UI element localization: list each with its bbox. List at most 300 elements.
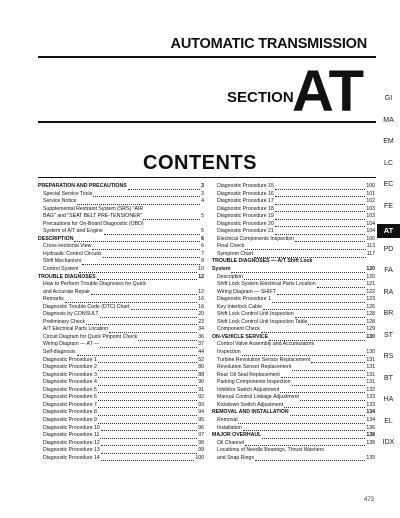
toc-entry[interactable] xyxy=(38,228,204,236)
toc-leader-dots xyxy=(275,228,366,235)
toc-leader-dots xyxy=(131,304,198,311)
toc-leader-dots xyxy=(98,357,197,364)
toc-entry-page: 123 xyxy=(366,296,375,303)
toc-leader-dots xyxy=(245,440,365,447)
toc-leader-dots xyxy=(292,379,366,386)
toc-leader-dots xyxy=(138,334,197,341)
toc-entry[interactable] xyxy=(38,258,204,266)
toc-entry-page: 113 xyxy=(366,243,375,250)
toc-entry-title: Diagnostic Procedure 21 xyxy=(217,228,274,235)
contents-rule xyxy=(38,177,376,178)
toc-leader-dots xyxy=(275,198,366,205)
toc-entry-page: 129 xyxy=(366,326,375,333)
toc-leader-dots xyxy=(290,409,366,416)
toc-entry-title: Circuit Diagram for Quick Pinpoint Check xyxy=(43,333,138,340)
toc-entry[interactable] xyxy=(212,409,375,417)
toc-entry[interactable] xyxy=(38,206,204,214)
toc-entry[interactable] xyxy=(38,387,204,395)
toc-entry-page: 131 xyxy=(366,379,375,386)
toc-entry[interactable] xyxy=(212,213,375,221)
section-tab-pd[interactable]: PD xyxy=(383,245,394,253)
toc-entry-title: Inspection xyxy=(217,349,241,356)
toc-leader-dots xyxy=(280,387,365,394)
toc-entry-title: TROUBLE DIAGNOSES — A/T Shift Lock xyxy=(212,258,313,265)
toc-entry-title: Oil Channel xyxy=(217,439,245,446)
toc-entry[interactable] xyxy=(212,425,375,433)
toc-entry[interactable] xyxy=(212,440,375,448)
toc-leader-dots xyxy=(109,326,197,333)
toc-leader-dots xyxy=(98,394,197,401)
toc-entry-title: Diagnostic Procedure 18 xyxy=(217,205,274,212)
section-tab-ec[interactable]: EC xyxy=(383,181,394,188)
toc-entry-title: Diagnostic Procedure 16 xyxy=(217,190,274,197)
toc-entry[interactable] xyxy=(38,289,204,297)
toc-entry-page: 120 xyxy=(366,273,375,280)
toc-entry[interactable] xyxy=(212,334,375,342)
toc-leader-dots xyxy=(275,183,366,190)
toc-entry-page: 3 xyxy=(201,190,204,197)
toc-entry-page: 130 xyxy=(366,349,375,356)
toc-leader-dots xyxy=(308,319,365,326)
toc-leader-dots xyxy=(272,296,365,303)
toc-entry-page: 120 xyxy=(366,266,375,273)
toc-entry-title: Shift Mechanism xyxy=(43,258,82,265)
toc-entry-title: Diagnostic Procedure 7 xyxy=(43,401,97,408)
toc-entry[interactable] xyxy=(212,394,375,402)
toc-entry-page: 6 xyxy=(201,235,204,242)
toc-entry-page: 16 xyxy=(198,303,204,310)
toc-entry-page: 94 xyxy=(198,409,204,416)
toc-entry[interactable] xyxy=(38,251,204,259)
toc-entry-page: 34 xyxy=(198,326,204,333)
section-tab-ha[interactable]: HA xyxy=(383,396,394,403)
toc-entry-page: 128 xyxy=(366,318,375,325)
toc-entry-page: 5 xyxy=(201,228,204,235)
toc-entry-page: 117 xyxy=(366,250,375,257)
toc-entry-title: Diagnostic Trouble Code (DTC) Chart xyxy=(43,303,130,310)
toc-entry-page: 103 xyxy=(366,205,375,212)
toc-entry-page: 52 xyxy=(198,356,204,363)
toc-leader-dots xyxy=(231,266,365,273)
toc-entry-page: 139 xyxy=(366,454,375,461)
toc-entry[interactable] xyxy=(38,281,204,289)
toc-entry-title: Special Service Tools xyxy=(43,190,93,197)
toc-left-column xyxy=(38,183,204,462)
toc-entry[interactable] xyxy=(212,191,375,199)
toc-entry-title: Diagnostic Procedure 2 xyxy=(43,364,97,371)
toc-entry[interactable] xyxy=(38,326,204,334)
toc-leader-dots xyxy=(98,372,197,379)
toc-entry-page: 133 xyxy=(366,394,375,401)
toc-entry-page: 7 xyxy=(201,250,204,257)
toc-entry[interactable] xyxy=(38,334,204,342)
toc-entry-page: 8 xyxy=(201,258,204,265)
toc-leader-dots xyxy=(86,319,197,326)
toc-entry-page: 101 xyxy=(366,190,375,197)
toc-entry-title: Installation xyxy=(217,424,242,431)
toc-entry-page: 12 xyxy=(198,288,204,295)
toc-entry-title: Symptom Chart xyxy=(217,250,254,257)
toc-entry-title: Diagnosis by CONSULT xyxy=(43,311,99,318)
toc-entry-page: 132 xyxy=(366,386,375,393)
toc-entry-title: Kickdown Switch Adjustment xyxy=(217,401,284,408)
toc-leader-dots xyxy=(98,402,197,409)
toc-entry-title: Wiring Diagram — AT — xyxy=(43,341,100,348)
toc-leader-dots xyxy=(242,349,366,356)
toc-entry[interactable] xyxy=(212,349,375,357)
toc-entry[interactable] xyxy=(212,251,375,259)
toc-entry-title: Diagnostic Procedure 1 xyxy=(217,296,271,303)
toc-leader-dots xyxy=(295,311,366,318)
toc-entry-page: 102 xyxy=(366,198,375,205)
toc-entry-page: 134 xyxy=(366,409,375,416)
toc-entry-page: 138 xyxy=(366,432,375,439)
toc-entry-title: Self-diagnosis xyxy=(43,349,76,356)
toc-entry-title: Supplemental Restraint System (SRS) "AIR xyxy=(43,205,144,212)
toc-entry-title: Preliminary Check xyxy=(43,318,86,325)
toc-entry[interactable] xyxy=(38,372,204,380)
toc-leader-dots xyxy=(292,364,365,371)
toc-leader-dots xyxy=(98,379,197,386)
toc-entry[interactable] xyxy=(212,206,375,214)
toc-entry-title: Precautions for On-Board Diagnostic (OBD) xyxy=(43,220,144,227)
toc-entry-title: Diagnostic Procedure 15 xyxy=(217,183,274,189)
toc-entry-page: 88 xyxy=(198,371,204,378)
toc-entry-title: ON-VEHICLE SERVICE xyxy=(212,333,269,340)
toc-leader-dots xyxy=(98,387,197,394)
toc-entry-page: 126 xyxy=(366,303,375,310)
section-tab-br[interactable]: BR xyxy=(383,310,394,317)
toc-entry-title: Control System xyxy=(43,266,79,273)
toc-leader-dots xyxy=(300,394,365,401)
section-label: SECTION xyxy=(227,89,294,106)
toc-entry-page: 3 xyxy=(201,183,204,189)
toc-entry[interactable] xyxy=(38,213,204,221)
toc-entry-page: 131 xyxy=(366,371,375,378)
toc-entry-title: MAJOR OVERHAUL xyxy=(212,432,262,439)
toc-entry-title: and Accurate Repair xyxy=(43,288,91,295)
toc-entry-title: Cross-sectional View xyxy=(43,243,92,250)
toc-entry-title: DESCRIPTION xyxy=(38,235,74,242)
toc-entry-page: 95 xyxy=(198,416,204,423)
toc-leader-dots xyxy=(275,221,366,228)
toc-entry[interactable] xyxy=(212,236,375,244)
toc-entry-title: Revolution Sensor Replacement xyxy=(217,364,292,371)
toc-leader-dots xyxy=(92,243,200,250)
toc-entry-title: Diagnostic Procedure 8 xyxy=(43,409,97,416)
toc-entry-page: 138 xyxy=(366,439,375,446)
toc-leader-dots xyxy=(101,447,197,454)
toc-entry-title: TROUBLE DIAGNOSES xyxy=(38,273,96,280)
toc-entry-title: Shift Lock System Electrical Parts Location xyxy=(217,281,316,288)
toc-entry[interactable] xyxy=(212,311,375,319)
toc-entry[interactable] xyxy=(212,289,375,297)
toc-leader-dots xyxy=(245,243,365,250)
toc-entry[interactable] xyxy=(38,341,204,349)
toc-leader-dots xyxy=(311,357,365,364)
toc-leader-dots xyxy=(101,425,197,432)
toc-entry-title: Diagnostic Procedure 4 xyxy=(43,379,97,386)
toc-entry-page: 104 xyxy=(366,228,375,235)
toc-leader-dots xyxy=(91,289,197,296)
toc-entry[interactable] xyxy=(38,236,204,244)
toc-entry-title: Electrical Components Inspection xyxy=(217,235,294,242)
toc-entry[interactable] xyxy=(38,440,204,448)
toc-entry-title: A/T Electrical Parts Location xyxy=(43,326,109,333)
toc-entry[interactable] xyxy=(212,228,375,236)
toc-entry-page: 20 xyxy=(198,311,204,318)
toc-entry-title: Diagnostic Procedure 14 xyxy=(43,454,100,461)
toc-entry-page: 5 xyxy=(201,213,204,220)
toc-entry[interactable] xyxy=(38,447,204,455)
toc-entry[interactable] xyxy=(38,266,204,274)
section-tab-lc[interactable]: LC xyxy=(384,159,393,167)
toc-entry-title: REMOVAL AND INSTALLATION xyxy=(212,409,289,416)
toc-leader-dots xyxy=(98,409,197,416)
toc-entry[interactable] xyxy=(212,258,375,266)
toc-leader-dots xyxy=(261,326,365,333)
toc-entry[interactable] xyxy=(212,417,375,425)
toc-leader-dots xyxy=(275,191,366,198)
toc-entry-title: Diagnostic Procedure 6 xyxy=(43,394,97,401)
toc-leader-dots xyxy=(77,198,200,205)
toc-entry-title: Remarks xyxy=(43,296,64,303)
toc-entry-title: Key Interlock Cable xyxy=(217,303,262,310)
toc-entry[interactable] xyxy=(38,417,204,425)
toc-entry-page: 121 xyxy=(366,281,375,288)
title-rule xyxy=(38,56,376,58)
toc-entry[interactable] xyxy=(212,326,375,334)
toc-leader-dots xyxy=(275,213,366,220)
toc-entry[interactable] xyxy=(212,357,375,365)
toc-entry-title: Diagnostic Procedure 13 xyxy=(43,447,100,454)
toc-entry-page: 92 xyxy=(198,394,204,401)
toc-entry-title: Shift Lock Control Unit Inspection Table xyxy=(217,318,308,325)
toc-leader-dots xyxy=(77,349,198,356)
toc-entry[interactable] xyxy=(38,191,204,199)
toc-leader-dots xyxy=(79,266,197,273)
toc-entry-title: Description xyxy=(217,273,243,280)
toc-entry[interactable] xyxy=(212,387,375,395)
toc-leader-dots xyxy=(100,432,197,439)
section-tab-st[interactable]: ST xyxy=(384,331,393,339)
toc-leader-dots xyxy=(262,432,365,439)
toc-leader-dots xyxy=(317,281,366,288)
toc-entry-title: Diagnostic Procedure 5 xyxy=(43,386,97,393)
toc-entry[interactable] xyxy=(38,409,204,417)
section-tab-at[interactable]: AT xyxy=(377,224,400,238)
toc-entry[interactable] xyxy=(212,455,375,463)
toc-entry-title: Diagnostic Procedure 10 xyxy=(43,424,100,431)
toc-entry-page: 93 xyxy=(198,401,204,408)
toc-leader-dots xyxy=(254,251,366,258)
toc-entry[interactable] xyxy=(212,296,375,304)
toc-entry[interactable] xyxy=(212,221,375,229)
section-tab-fe[interactable]: FE xyxy=(384,202,393,210)
section-tab-rs[interactable]: RS xyxy=(383,353,394,360)
toc-leader-dots xyxy=(255,455,365,462)
toc-entry-title: Locations of Needle Bearings, Thrust Washers xyxy=(217,447,324,454)
section-tab-idx[interactable]: IDX xyxy=(382,439,395,446)
toc-entry[interactable] xyxy=(212,432,375,440)
toc-entry-page: 6 xyxy=(201,243,204,250)
toc-entry-page: 98 xyxy=(198,439,204,446)
toc-leader-dots xyxy=(100,311,198,318)
toc-entry-title: Inhibitor Switch Adjustment xyxy=(217,386,280,393)
toc-entry[interactable] xyxy=(212,281,375,289)
toc-entry[interactable] xyxy=(212,402,375,410)
toc-entry-page: 106 xyxy=(366,235,375,242)
toc-entry-title: Final Check xyxy=(217,243,245,250)
section-tab-bt[interactable]: BT xyxy=(384,374,393,382)
toc-leader-dots xyxy=(284,402,365,409)
toc-entry-title: Service Notice xyxy=(43,198,77,205)
toc-entry[interactable] xyxy=(38,183,204,191)
toc-entry[interactable] xyxy=(38,221,204,229)
toc-entry[interactable] xyxy=(212,364,375,372)
toc-entry-title: PREPARATION AND PRECAUTIONS xyxy=(38,183,127,189)
toc-entry[interactable] xyxy=(212,319,375,327)
toc-leader-dots xyxy=(65,296,197,303)
toc-entry[interactable] xyxy=(38,379,204,387)
toc-entry-page: 91 xyxy=(198,386,204,393)
toc-entry-page: 80 xyxy=(198,364,204,371)
toc-entry[interactable] xyxy=(212,274,375,282)
toc-entry-title: How to Perform Trouble Diagnoses for Quick xyxy=(43,281,146,288)
toc-entry-title: Diagnostic Procedure 3 xyxy=(43,371,97,378)
toc-entry-page: 97 xyxy=(198,432,204,439)
toc-entry-page: 90 xyxy=(198,379,204,386)
toc-entry-page: 122 xyxy=(366,288,375,295)
toc-entry[interactable] xyxy=(212,341,375,349)
toc-entry-title: Shift Lock Control Unit Inspection xyxy=(217,311,294,318)
section-tab-gi[interactable]: GI xyxy=(384,95,393,102)
toc-entry-title: Manual Control Linkage Adjustment xyxy=(217,394,299,401)
toc-entry[interactable] xyxy=(212,266,375,274)
toc-entry[interactable] xyxy=(38,364,204,372)
toc-entry[interactable] xyxy=(212,447,375,455)
section-tab-ma[interactable]: MA xyxy=(383,116,394,124)
toc-leader-dots xyxy=(238,417,365,424)
toc-entry-title: Removal xyxy=(217,416,238,423)
toc-entry-title: Diagnostic Procedure 9 xyxy=(43,416,97,423)
toc-leader-dots xyxy=(263,304,365,311)
toc-right-column xyxy=(212,183,375,462)
toc-entry[interactable] xyxy=(38,304,204,312)
toc-entry-title: Rear Oil Seal Replacement xyxy=(217,371,280,378)
toc-entry[interactable] xyxy=(38,296,204,304)
toc-leader-dots xyxy=(295,236,365,243)
toc-entry-title: Control Valve Assembly and Accumulators xyxy=(217,341,315,348)
toc-entry-title: and Snap Rings xyxy=(217,454,254,461)
toc-leader-dots xyxy=(275,206,366,213)
toc-entry[interactable] xyxy=(212,379,375,387)
toc-entry-page: 36 xyxy=(198,333,204,340)
toc-entry[interactable] xyxy=(212,372,375,380)
toc-entry-title: Diagnostic Procedure 20 xyxy=(217,220,274,227)
toc-entry-page: 37 xyxy=(198,341,204,348)
toc-entry[interactable] xyxy=(38,319,204,327)
toc-entry-title: Turbine Revolution Sensor Replacement xyxy=(217,356,311,363)
toc-entry-page: 128 xyxy=(366,311,375,318)
toc-entry-page: 16 xyxy=(198,296,204,303)
toc-leader-dots xyxy=(104,228,200,235)
toc-entry-title: Diagnostic Procedure 17 xyxy=(217,198,274,205)
toc-entry-title: Hydraulic Control Circuits xyxy=(43,250,102,257)
toc-entry[interactable] xyxy=(38,357,204,365)
toc-leader-dots xyxy=(100,341,197,348)
toc-entry-page: 100 xyxy=(195,454,204,461)
toc-entry[interactable] xyxy=(38,455,204,463)
toc-leader-dots xyxy=(101,440,197,447)
toc-entry[interactable] xyxy=(38,432,204,440)
toc-leader-dots xyxy=(74,236,200,243)
toc-entry[interactable] xyxy=(38,311,204,319)
toc-entry-title: Diagnostic Procedure 19 xyxy=(217,213,274,220)
toc-leader-dots xyxy=(82,258,200,265)
toc-leader-dots xyxy=(93,191,200,198)
toc-entry-page: 104 xyxy=(366,220,375,227)
toc-entry-page: 99 xyxy=(198,447,204,454)
toc-entry[interactable] xyxy=(38,394,204,402)
toc-leader-dots xyxy=(101,455,195,462)
toc-entry-title: System of A/T and Engine xyxy=(43,228,103,235)
toc-entry[interactable] xyxy=(212,304,375,312)
toc-entry-page: 134 xyxy=(366,416,375,423)
section-tab-em[interactable]: EM xyxy=(383,138,394,145)
toc-entry[interactable] xyxy=(212,198,375,206)
section-tab-ra[interactable]: RA xyxy=(383,288,394,296)
toc-entry-title: Wiring Diagram — SHIFT xyxy=(217,288,276,295)
toc-leader-dots xyxy=(244,274,365,281)
toc-entry-title: Diagnostic Procedure 11 xyxy=(43,432,100,439)
toc-entry-page: 131 xyxy=(366,356,375,363)
toc-entry[interactable] xyxy=(38,243,204,251)
toc-entry[interactable] xyxy=(212,183,375,191)
section-tab-el[interactable]: EL xyxy=(384,417,393,425)
toc-entry-page: 96 xyxy=(198,424,204,431)
page-title: AUTOMATIC TRANSMISSION xyxy=(170,36,367,52)
toc-entry-page: 44 xyxy=(198,349,204,356)
toc-leader-dots xyxy=(128,183,200,190)
toc-entry[interactable] xyxy=(38,402,204,410)
toc-entry-title: Diagnostic Procedure 1 xyxy=(43,356,97,363)
toc-entry-title: BAG" and "SEAT BELT PRE-TENSIONER" xyxy=(43,213,143,220)
toc-entry[interactable] xyxy=(38,425,204,433)
toc-entry-page: 12 xyxy=(198,273,204,280)
section-tab-fa[interactable]: FA xyxy=(384,267,393,274)
toc-entry-page: 103 xyxy=(366,213,375,220)
section-code: AT xyxy=(292,59,364,124)
toc-entry-page: 130 xyxy=(366,333,375,340)
toc-entry-page: 10 xyxy=(198,266,204,273)
toc-entry[interactable] xyxy=(38,274,204,282)
contents-heading: CONTENTS xyxy=(143,152,257,174)
toc-leader-dots xyxy=(97,274,198,281)
toc-leader-dots xyxy=(269,334,365,341)
toc-entry[interactable] xyxy=(38,349,204,357)
toc-entry[interactable] xyxy=(38,198,204,206)
toc-entry-page: 131 xyxy=(366,364,375,371)
toc-entry-title: Diagnostic Procedure 12 xyxy=(43,439,100,446)
toc-entry-title: Component Check xyxy=(217,326,260,333)
toc-leader-dots xyxy=(98,417,197,424)
toc-leader-dots xyxy=(143,213,200,220)
toc-entry-page: 136 xyxy=(366,424,375,431)
section-rule xyxy=(38,121,376,123)
toc-entry-title: Parking Components Inspection xyxy=(217,379,291,386)
toc-entry[interactable] xyxy=(212,243,375,251)
